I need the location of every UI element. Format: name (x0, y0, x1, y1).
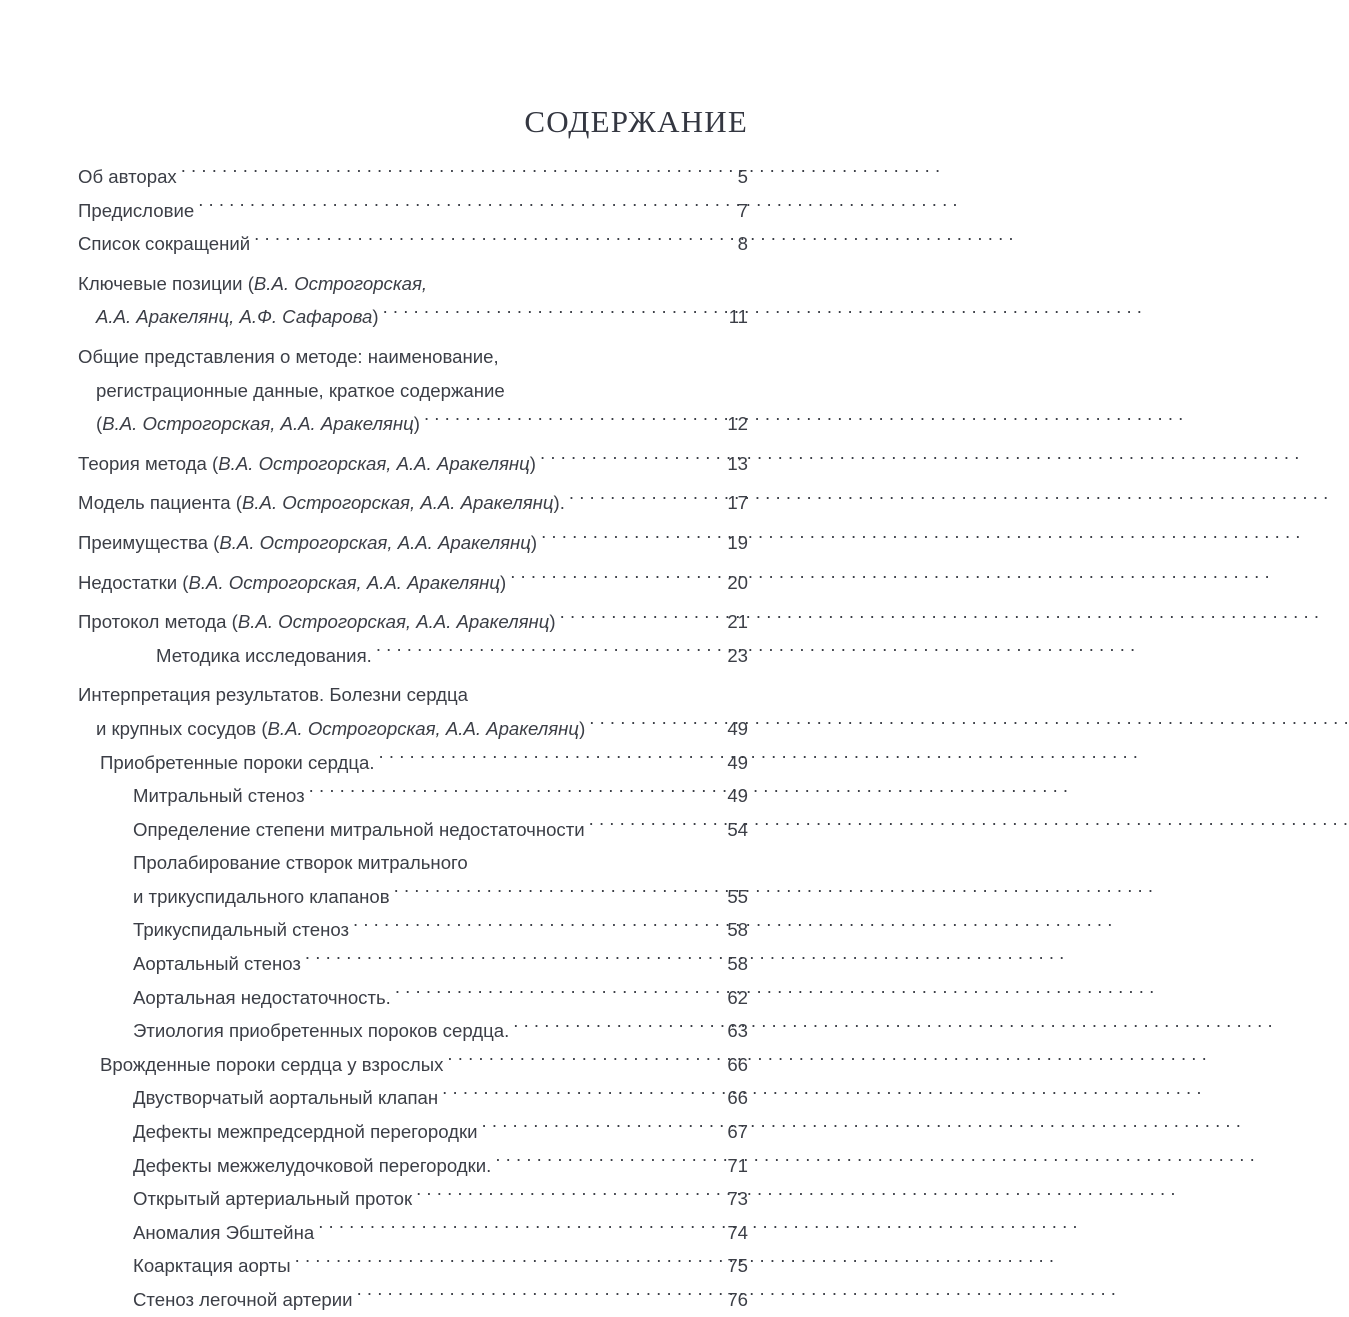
toc-entry-label: ). (553, 492, 565, 514)
toc-entry-authors: В.А. Острогорская, А.А. Аракелянц (237, 611, 550, 633)
page-number: 49 (727, 785, 748, 807)
page-number: 5 (737, 166, 748, 187)
dot-leader (589, 817, 727, 836)
toc-entry-label: и трикуспидального клапанов (133, 885, 390, 907)
page-number: 73 (727, 1188, 748, 1210)
toc-entry-label: Открытый артериальный проток (133, 1188, 413, 1210)
dot-leader (394, 884, 727, 903)
page-number: 66 (727, 1087, 748, 1109)
toc-entry-label: Методика исследования. (156, 644, 372, 666)
toc-entry-label: регистрационные данные, краткое содержание (96, 379, 505, 401)
dot-leader (198, 198, 736, 217)
toc-entry-label: Аортальный стеноз (133, 953, 301, 975)
dot-leader (589, 716, 726, 735)
page-number: 21 (727, 611, 748, 633)
dot-leader (513, 1019, 726, 1038)
toc-entry-opredelenie-stepeni-mitralnoy-nedostatochnosti[interactable] (78, 813, 748, 847)
toc-entry-spisok-sokrashcheniy[interactable] (78, 227, 748, 261)
toc-entry-label: Общие представления о методе: наименование, (78, 345, 499, 367)
toc-entry-label: Аортальная недостаточность. (133, 986, 391, 1008)
dot-leader (541, 530, 726, 549)
dot-leader (447, 1052, 726, 1071)
toc-entry-text (96, 407, 424, 441)
toc-entry-authors: В.А. Острогорская, А.А. Аракелянц (102, 413, 414, 435)
dot-leader (495, 1153, 726, 1172)
page-number: 55 (727, 885, 748, 907)
toc-entry-label: Модель пациента ( (78, 492, 242, 514)
page-number: 74 (727, 1221, 748, 1243)
toc-entry-label: Протокол метода ( (78, 611, 238, 633)
toc-entry-text (78, 267, 431, 301)
toc-entry-label: Теория метода ( (78, 452, 219, 474)
dot-leader (318, 1220, 726, 1239)
toc-entry-text (78, 447, 540, 481)
toc-entry-text (78, 566, 510, 600)
dot-leader (357, 1287, 727, 1306)
toc-entry-label: ) (529, 452, 536, 474)
toc-entry-label: Недостатки ( (78, 571, 189, 593)
dot-leader (540, 451, 726, 470)
page-title: СОДЕРЖАНИЕ (524, 104, 748, 139)
page-number: 12 (727, 413, 748, 435)
page-number: 62 (727, 986, 748, 1008)
toc-entry-text (133, 779, 309, 813)
page-number: 58 (727, 953, 748, 975)
toc-entry-label: Интерпретация результатов. Болезни сердца (78, 684, 468, 706)
toc-entry-line (78, 340, 748, 374)
toc-entry-label: Список сокращений (78, 233, 251, 255)
page-number: 20 (727, 571, 748, 593)
toc-entry-text (78, 227, 254, 261)
page-number: 71 (727, 1154, 748, 1176)
toc-entry-klyuchevye-pozicii[interactable] (78, 267, 748, 334)
toc-entry-text (133, 1216, 318, 1250)
toc-entry-label: Двустворчатый аортальный клапан (133, 1087, 439, 1109)
dot-leader (379, 750, 727, 769)
dot-leader (569, 491, 726, 510)
toc-entry-label: Аномалия Эбштейна (133, 1221, 315, 1243)
toc-entry-obshchie-predstavleniya[interactable] (78, 340, 748, 441)
toc-entry-label: Коарктация аорты (133, 1255, 291, 1277)
dot-leader (254, 232, 736, 251)
toc-entry-text (100, 1048, 447, 1082)
dot-leader (353, 918, 726, 937)
toc-entry-label: ( (96, 413, 103, 435)
dot-leader (309, 784, 727, 803)
toc-entry-line (133, 1283, 748, 1317)
toc-entry-authors: В.А. Острогорская, А.А. Аракелянц (218, 452, 530, 474)
toc-entry-text (96, 300, 383, 334)
dot-leader (482, 1119, 727, 1138)
dot-leader (442, 1086, 726, 1105)
toc-entry-text (78, 194, 198, 228)
toc-entry-stenoz-legochnoy-arterii[interactable] (78, 1283, 748, 1317)
toc-entry-authors: В.А. Острогорская, (253, 272, 428, 294)
dot-leader (416, 1187, 726, 1206)
dot-leader (181, 164, 737, 183)
page-number: 7 (737, 199, 748, 221)
toc-entry-label: Предисловие (78, 199, 195, 221)
toc-entry-line (96, 300, 748, 334)
toc-entry-label: Стеноз легочной артерии (133, 1289, 353, 1310)
toc-entry-text (78, 486, 569, 520)
toc-entry-text (78, 678, 472, 712)
toc-entry-authors: В.А. Острогорская, А.А. Аракелянц (188, 571, 501, 593)
toc-entry-label: ) (372, 306, 379, 328)
page-number: 58 (727, 919, 748, 941)
toc-entry-label: Этиология приобретенных пороков сердца. (133, 1020, 510, 1042)
dot-leader (424, 412, 726, 431)
toc-entry-metodika-issledovaniya[interactable] (78, 639, 748, 673)
page-number: 75 (727, 1255, 748, 1277)
page-number: 49 (727, 717, 748, 739)
toc-entry-line (133, 813, 748, 847)
page-number: 11 (728, 306, 748, 328)
toc-entry-authors: В.А. Острогорская, А.А. Аракелянц (241, 492, 554, 514)
page-number: 19 (727, 531, 748, 553)
toc-entry-label: Митральный стеноз (133, 785, 305, 807)
toc-entry-text (133, 1249, 295, 1283)
toc-entry-text (156, 639, 376, 673)
dot-leader (395, 985, 726, 1004)
dot-leader (295, 1254, 727, 1273)
page-number: 23 (727, 644, 748, 666)
page-number: 54 (727, 818, 748, 840)
toc-entry-label: ) (579, 717, 586, 739)
page-number: 63 (727, 1020, 748, 1042)
toc-entry-authors: В.А. Острогорская, А.А. Аракелянц (219, 531, 531, 553)
dot-leader (383, 305, 728, 324)
toc-entry-line (78, 227, 748, 261)
dot-leader (560, 610, 727, 629)
toc-entry-text (133, 947, 305, 981)
toc-entry-authors: В.А. Острогорская, А.А. Аракелянц (267, 717, 580, 739)
dot-leader (376, 643, 727, 662)
toc-entry-text (78, 160, 181, 194)
toc-entry-label: ) (530, 531, 538, 553)
page-number: 76 (727, 1289, 748, 1310)
toc-entry-text (133, 1283, 357, 1317)
toc-entry-label: Преимущества ( (78, 531, 220, 553)
page-number: 67 (727, 1121, 748, 1143)
toc-entry-label: Ключевые позиции ( (78, 272, 254, 294)
toc-entry-text (133, 813, 589, 847)
toc-entry-text (78, 340, 503, 374)
toc-entry-label: Об авторах (78, 166, 177, 187)
dot-leader (305, 951, 726, 970)
page-number: 17 (727, 492, 748, 514)
toc-entry-label: ) (549, 611, 556, 633)
page-number: 66 (727, 1053, 748, 1075)
page-number: 49 (727, 751, 748, 773)
toc-entry-label: и крупных сосудов ( (96, 717, 268, 739)
dot-leader (510, 570, 726, 589)
toc-entry-label: Определение степени митральной недостаточности (133, 818, 585, 840)
toc-entry-label: ) (413, 413, 420, 435)
page-number: 8 (737, 233, 748, 255)
toc-entry-label: Трикуспидальный стеноз (133, 919, 350, 941)
toc-entry-text (133, 1081, 442, 1115)
toc-entry-label: Врожденные пороки сердца у взрослых (100, 1053, 444, 1075)
toc-entry-text (133, 981, 395, 1015)
toc-entry-label: Дефекты межжелудочковой перегородки. (133, 1154, 492, 1176)
toc-entry-label: Пролабирование створок митрального (133, 852, 468, 874)
toc-entry-text (133, 1115, 482, 1149)
toc-entry-authors: А.А. Аракелянц, А.Ф. Сафарова (96, 306, 373, 328)
toc-entry-label: Приобретенные пороки сердца. (100, 751, 375, 773)
toc-entry-line (156, 639, 748, 673)
toc-entry-label: Дефекты межпредсердной перегородки (133, 1121, 478, 1143)
toc-entry-label: ) (500, 571, 507, 593)
page-number: 13 (727, 452, 748, 474)
table-of-contents-list (78, 160, 748, 1317)
toc-entry-text (78, 526, 541, 560)
